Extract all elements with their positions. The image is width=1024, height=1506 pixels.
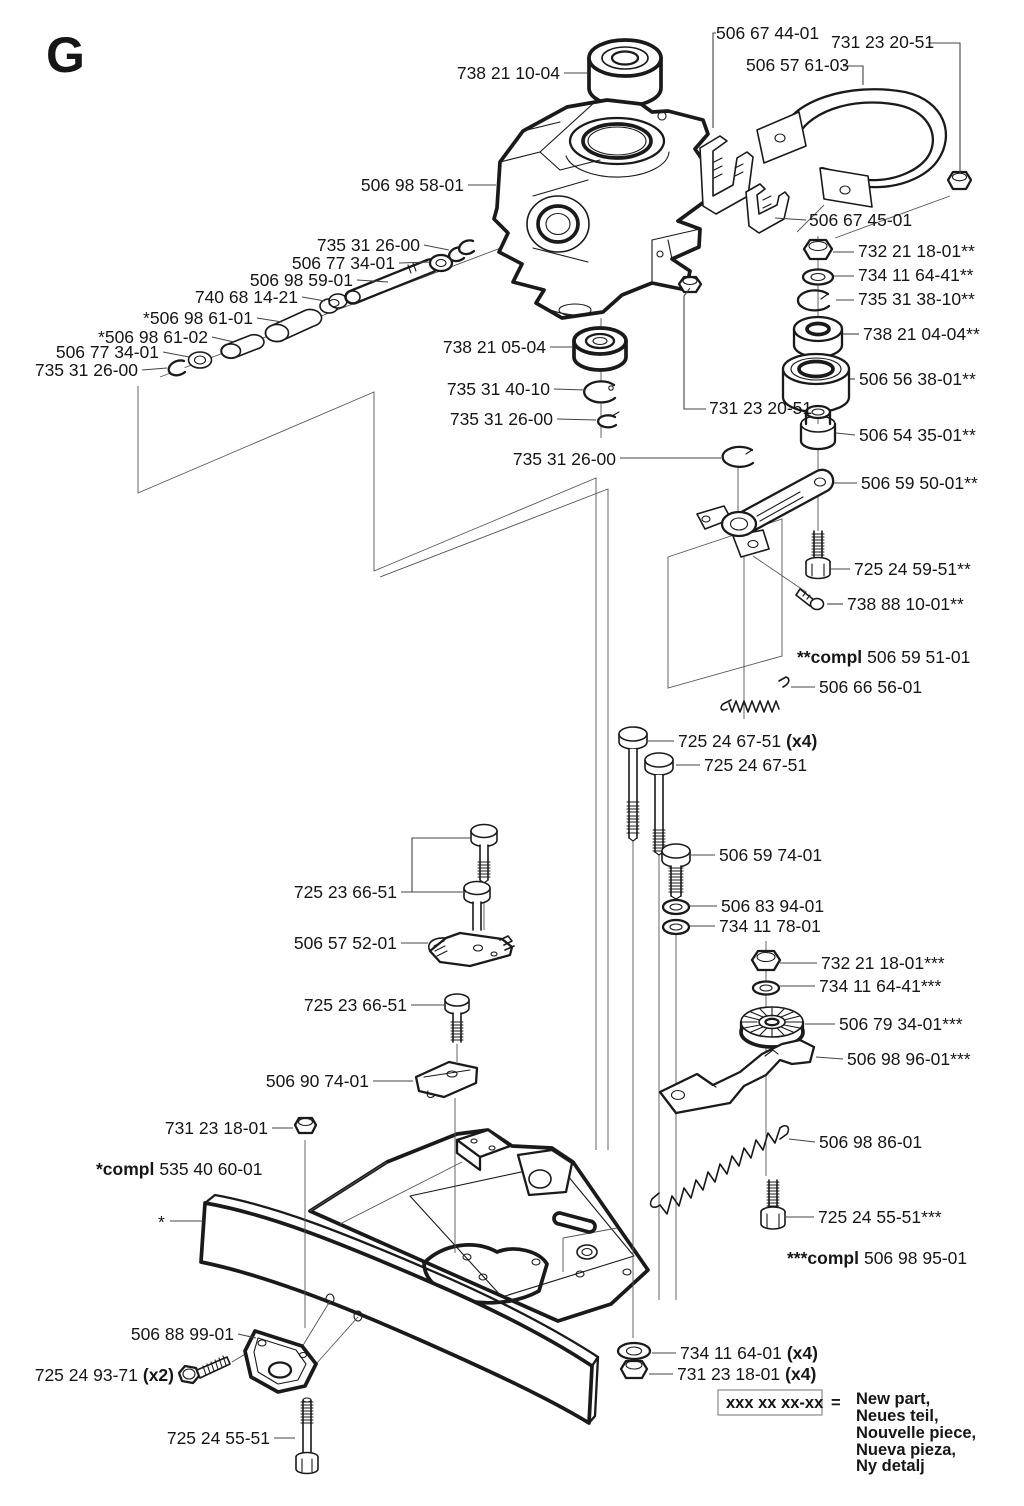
part-label-731232051-top: 731 23 20-51 bbox=[831, 32, 935, 52]
bracket-506575201-drawing bbox=[429, 933, 514, 966]
part-label-734117801: 734 11 78-01 bbox=[719, 916, 821, 936]
note-number: 506 59 51-01 bbox=[867, 647, 971, 667]
part-label-738210504: 738 21 05-04 bbox=[442, 337, 546, 357]
plate-506907401-drawing bbox=[416, 1062, 477, 1098]
bolt-725236651-lower-drawing bbox=[445, 994, 469, 1042]
part-label-506986102: *506 98 61-02 bbox=[98, 327, 208, 347]
part-label-734116441-3star: 734 11 64-41*** bbox=[819, 976, 942, 996]
bracket-506674501-drawing bbox=[746, 184, 789, 233]
part-label-506889901: 506 88 99-01 bbox=[130, 1324, 234, 1344]
note-prefix: *compl bbox=[96, 1159, 155, 1179]
part-label-506988601: 506 98 86-01 bbox=[819, 1132, 923, 1152]
bearing-738211004-drawing bbox=[589, 40, 661, 106]
bolt-725236651-upper-drawing bbox=[471, 825, 497, 884]
washer-734117801-drawing bbox=[663, 920, 689, 934]
legend-code: xxx xx xx-xx bbox=[726, 1394, 824, 1412]
part-label-506674401: 506 67 44-01 bbox=[716, 23, 820, 43]
part-label-506597401: 506 59 74-01 bbox=[719, 845, 823, 865]
gearbox-housing-drawing bbox=[494, 100, 711, 318]
bolt-725246751-b-drawing bbox=[645, 753, 673, 855]
part-label-725245551-3star: 725 24 55-51*** bbox=[818, 1207, 942, 1227]
nut-731231801-stack-drawing bbox=[621, 1361, 647, 1378]
part-label-734116441-2star: 734 11 64-41** bbox=[858, 265, 974, 285]
part-label-732211801-2star: 732 21 18-01** bbox=[858, 241, 975, 261]
nut-under-housing-drawing bbox=[679, 277, 701, 292]
part-label-725246751: 725 24 67-51 bbox=[704, 755, 808, 775]
washer-506839401-drawing bbox=[663, 900, 689, 914]
bracket-506989601-drawing bbox=[660, 1040, 814, 1113]
part-label-725245551: 725 24 55-51 bbox=[166, 1428, 270, 1448]
part-label-7353126-chain1: 735 31 26-00 bbox=[316, 235, 420, 255]
note-compl-535406001 bbox=[96, 1159, 263, 1179]
lock-ring-735314010-drawing bbox=[584, 381, 615, 402]
part-label-735314010: 735 31 40-10 bbox=[446, 379, 550, 399]
part-label-740681421: 740 68 14-21 bbox=[194, 287, 298, 307]
part-label-731231801: 731 23 18-01 bbox=[164, 1118, 268, 1138]
part-label-506543501: 506 54 35-01** bbox=[859, 425, 976, 445]
legend bbox=[718, 1390, 976, 1475]
part-label-506989601: 506 98 96-01*** bbox=[847, 1049, 971, 1069]
washer-734116401-stack-drawing bbox=[618, 1343, 650, 1359]
bracket-506889901-drawing bbox=[245, 1331, 316, 1392]
part-label-506665601: 506 66 56-01 bbox=[819, 677, 923, 697]
part-label-506576103: 506 57 61-03 bbox=[746, 55, 850, 75]
part-label-506575201: 506 57 52-01 bbox=[293, 933, 397, 953]
part-label-506674501: 506 67 45-01 bbox=[809, 210, 913, 230]
bolt-725249371-drawing bbox=[179, 1356, 230, 1383]
part-label-506773401-chain2: 506 77 34-01 bbox=[55, 342, 159, 362]
bolt-725245551-3star-drawing bbox=[761, 1180, 785, 1229]
lever-arm-506595001-drawing bbox=[697, 470, 833, 557]
nut-732211801-3star-drawing bbox=[752, 951, 780, 970]
part-label-7353126-mid1: 735 31 26-00 bbox=[449, 409, 553, 429]
bolt-725246751-a-drawing bbox=[619, 727, 647, 841]
frame-asterisk-ref: * bbox=[158, 1212, 165, 1232]
legend-equals: = bbox=[831, 1394, 841, 1412]
part-label-738881001: 738 88 10-01** bbox=[847, 594, 964, 614]
section-letter: G bbox=[46, 27, 85, 83]
part-label-506839401: 506 83 94-01 bbox=[721, 896, 825, 916]
note-prefix: ***compl bbox=[787, 1248, 859, 1268]
clamp-506576103-drawing bbox=[757, 89, 946, 207]
washer-734116441-3star-drawing bbox=[753, 982, 779, 995]
legend-meaning-es: Nueva pieza, bbox=[856, 1441, 956, 1459]
legend-meaning-fr: Nouvelle piece, bbox=[856, 1424, 977, 1442]
part-label-506907401: 506 90 74-01 bbox=[265, 1071, 369, 1091]
part-label-725249371-x2: 725 24 93-71 (x2) bbox=[34, 1365, 174, 1385]
part-label-725246751-x4: 725 24 67-51 (x4) bbox=[678, 731, 818, 751]
note-compl-506989501 bbox=[787, 1248, 967, 1268]
part-label-738211004: 738 21 10-04 bbox=[456, 63, 560, 83]
part-label-735313810: 735 31 38-10** bbox=[858, 289, 975, 309]
screw-738881001-drawing bbox=[796, 589, 824, 610]
part-label-506793401: 506 79 34-01*** bbox=[839, 1014, 963, 1034]
part-label-506595001: 506 59 50-01** bbox=[861, 473, 978, 493]
part-label-725236651-a: 725 23 66-51 bbox=[293, 882, 397, 902]
bearing-738210504-drawing bbox=[574, 328, 626, 370]
part-label-506773401-chain1: 506 77 34-01 bbox=[291, 253, 395, 273]
part-label-725245951: 725 24 59-51** bbox=[854, 559, 971, 579]
bracket-506674401-drawing bbox=[700, 136, 753, 214]
bolt-725245951-drawing bbox=[806, 531, 830, 579]
spring-506665601-drawing bbox=[721, 677, 789, 712]
part-label-732211801-3star: 732 21 18-01*** bbox=[821, 953, 945, 973]
part-label-738210404: 738 21 04-04** bbox=[863, 324, 980, 344]
bolt-725236651-mid-drawing bbox=[464, 882, 490, 931]
part-label-7353126-chain2: 735 31 26-00 bbox=[34, 360, 138, 380]
legend-meaning-en: New part, bbox=[856, 1390, 931, 1408]
part-label-506563801: 506 56 38-01** bbox=[859, 369, 976, 389]
part-label-506986101: *506 98 61-01 bbox=[143, 308, 253, 328]
spring-506988601-drawing bbox=[651, 1126, 789, 1214]
part-label-506985901: 506 98 59-01 bbox=[249, 270, 353, 290]
note-number: 506 98 95-01 bbox=[863, 1248, 968, 1268]
part-label-731231801-x4: 731 23 18-01 (x4) bbox=[677, 1364, 817, 1384]
lock-ring-7353126-arm-drawing bbox=[723, 447, 753, 467]
note-number: 535 40 60-01 bbox=[159, 1159, 263, 1179]
part-label-725236651-b: 725 23 66-51 bbox=[303, 995, 407, 1015]
part-label-506985801: 506 98 58-01 bbox=[360, 175, 464, 195]
note-prefix: **compl bbox=[797, 647, 863, 667]
legend-meaning-sv: Ny detalj bbox=[856, 1457, 925, 1475]
part-label-7353126-mid2: 735 31 26-00 bbox=[512, 449, 616, 469]
part-label-731232051-mid: 731 23 20-51 bbox=[709, 398, 813, 418]
nut-731231801-single-drawing bbox=[295, 1118, 316, 1133]
legend-meaning-de: Neues teil, bbox=[856, 1407, 939, 1425]
note-compl-506595101 bbox=[797, 647, 970, 667]
bolt-506597401-drawing bbox=[662, 844, 690, 899]
bolt-725245551-bottom-drawing bbox=[296, 1398, 318, 1474]
nut-731232051-drawing bbox=[948, 172, 971, 189]
part-label-734116401-x4: 734 11 64-01 (x4) bbox=[680, 1343, 818, 1363]
